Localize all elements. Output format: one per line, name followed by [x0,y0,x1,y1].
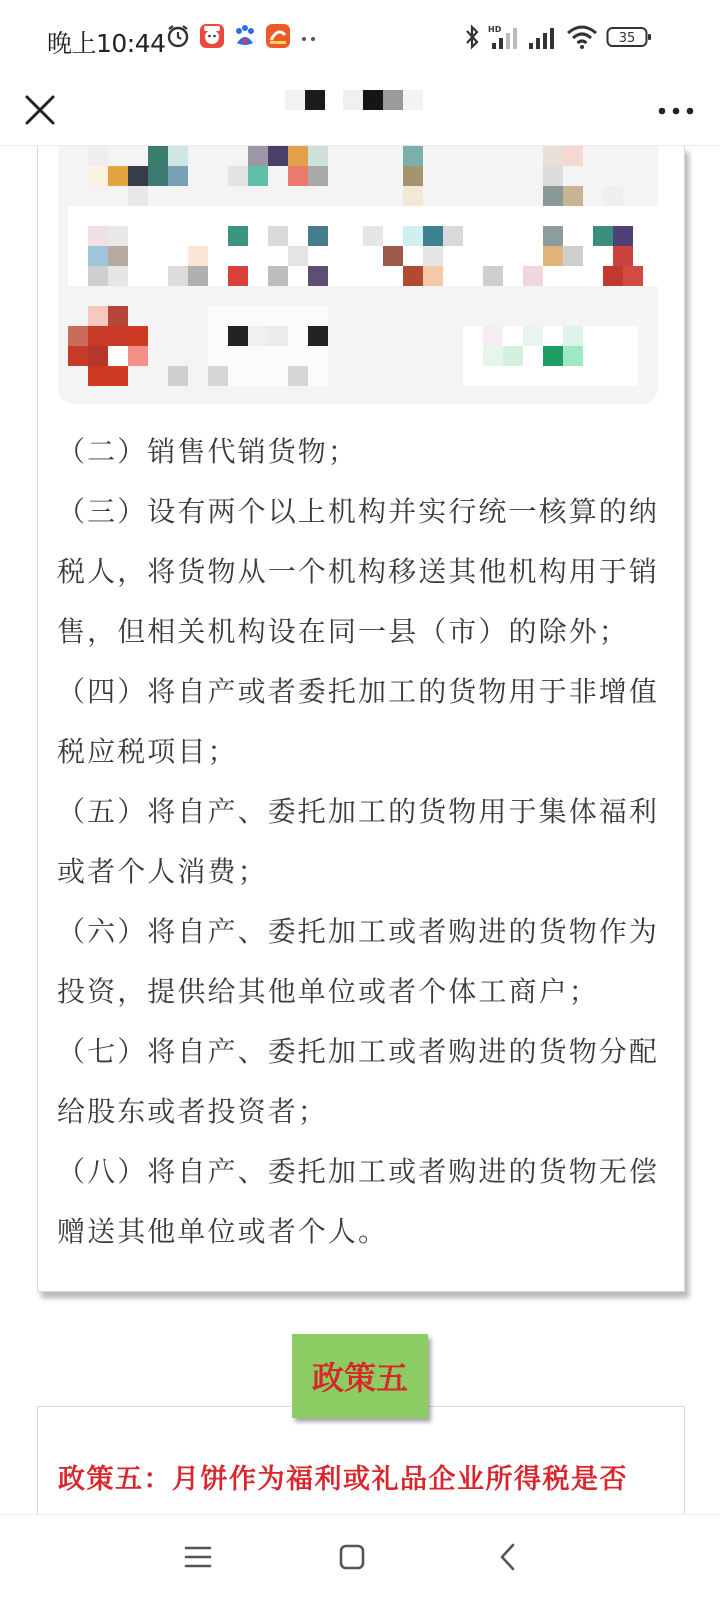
section-tag: 政策五 [292,1334,428,1418]
close-icon [18,88,62,132]
status-icons-left [165,24,327,52]
hd-signal-icon [488,23,520,55]
paragraph: （八）将自产、委托加工或者购进的货物无偿赠送其他单位或者个人。 [57,1155,660,1248]
home-button[interactable] [328,1535,376,1579]
bluetooth-icon [464,23,480,55]
status-bar [0,0,720,78]
wifi-icon [566,23,598,55]
svg-text:HD: HD [488,25,502,34]
more-horizontal-icon [650,88,702,132]
status-time: 晚上10:44 [47,29,166,58]
system-nav-bar [0,1514,720,1600]
more-options-button[interactable] [650,88,702,132]
paragraph: （五）将自产、委托加工的货物用于集体福利或者个人消费； [57,795,660,888]
baidu-icon [233,23,257,53]
battery-level: 35 [618,31,636,46]
more-dots-icon [299,29,319,48]
home-square-icon [338,1543,366,1571]
obscured-image [58,146,658,404]
back-button[interactable] [484,1535,532,1579]
close-button[interactable] [18,88,62,132]
paragraph: （七）将自产、委托加工或者购进的货物分配给股东或者投资者； [57,1035,660,1128]
article-card [37,146,685,1292]
alarm-icon [165,23,191,53]
section-heading: 政策五：月饼作为福利或礼品企业所得税是否 [58,1464,628,1495]
app-icon-red-face [199,23,225,53]
menu-icon [183,1544,213,1570]
page-title-obscured [285,90,435,110]
section-card [37,1406,685,1514]
app-bar [0,78,720,146]
paragraph: （三）设有两个以上机构并实行统一核算的纳税人，将货物从一个机构移送其他机构用于销售，但相关机构设在同一县（市）的除外； [57,495,660,648]
status-icons-right [464,24,660,54]
paragraph: （六）将自产、委托加工或者购进的货物作为投资，提供给其他单位或者个体工商户； [57,915,660,1008]
app-icon-orange [265,23,291,53]
back-chevron-icon [496,1542,520,1572]
paragraph: （四）将自产或者委托加工的货物用于非增值税应税项目； [57,675,660,768]
recent-apps-button[interactable] [174,1535,222,1579]
article-text [57,422,659,1262]
paragraph: （二）销售代销货物； [57,435,359,468]
signal-icon [528,23,558,55]
article-content[interactable] [0,146,720,1514]
battery-icon [606,24,652,54]
